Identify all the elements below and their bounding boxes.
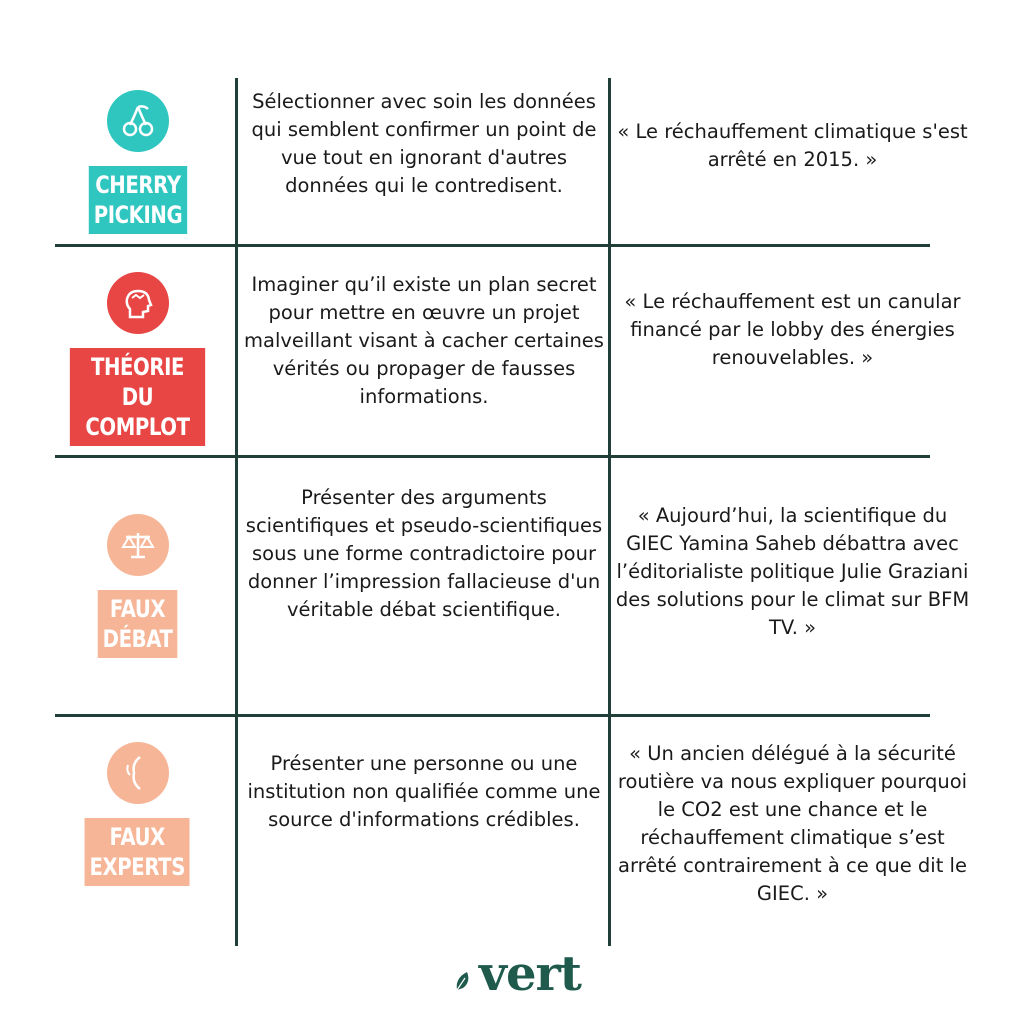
label-line: CHERRY [94, 171, 181, 199]
leaf-icon [453, 968, 475, 994]
example-cell [615, 288, 970, 372]
label-line: FAUX [109, 823, 166, 851]
definition-text: Présenter des arguments scientifiques et pseudo-scientifiques sous une forme contradictoire pour donner l’impression fallacieuse d'un véritable débat scientifique. [245, 486, 603, 621]
example-cell [615, 740, 970, 908]
definition-text: Imaginer qu’il existe un plan secret pour mettre en œuvre un projet malveillant visant à cacher certaines vérités ou propager de fausses informations. [244, 273, 604, 408]
example-cell [615, 502, 970, 642]
example-cell [615, 118, 970, 174]
definition-cell [240, 271, 608, 411]
head-icon [107, 272, 169, 334]
example-text: « Le réchauffement climatique s'est arrêté en 2015. » [617, 120, 968, 171]
badge-faux-debat [55, 514, 220, 658]
example-text: « Le réchauffement est un canular financé par le lobby des énergies renouvelables. » [624, 290, 961, 369]
row-divider [55, 455, 930, 458]
example-text: « Un ancien délégué à la sécurité routière va nous expliquer pourquoi le CO2 est une chance et le réchauffement climatique s’est arrêté contrairement à ce que dit le GIEC. » [617, 742, 968, 905]
badge-faux-experts [55, 742, 220, 886]
definition-text: Présenter une personne ou une institution non qualifiée comme une source d'informations crédibles. [247, 752, 601, 831]
cherries-icon [107, 90, 169, 152]
label-line: DÉBAT [102, 625, 173, 653]
label-theorie-du-complot [70, 348, 205, 446]
definition-text: Sélectionner avec soin les données qui semblent confirmer un point de vue tout en ignorant d'autres données qui le contredisent. [251, 90, 597, 197]
scales-icon [107, 514, 169, 576]
row-divider [55, 714, 930, 717]
label-line: COMPLOT [85, 413, 190, 441]
badge-theorie-du-complot [55, 272, 220, 446]
vert-logo [432, 944, 602, 1004]
definition-cell [240, 750, 608, 834]
mask-icon [107, 742, 169, 804]
label-faux-debat [98, 590, 178, 658]
label-line: EXPERTS [89, 853, 186, 881]
definition-cell [240, 88, 608, 200]
column-divider [235, 78, 238, 946]
label-cherry-picking [88, 166, 186, 234]
column-divider [608, 78, 611, 946]
definition-cell [240, 484, 608, 624]
logo-text: vert [479, 946, 581, 1002]
label-faux-experts [85, 818, 190, 886]
example-text: « Aujourd’hui, la scientifique du GIEC Yamina Saheb débattra avec l’éditorialiste politique Julie Graziani des solutions pour le climat sur BFM TV. » [615, 504, 970, 639]
label-line: PICKING [93, 201, 182, 229]
badge-cherry-picking [55, 90, 220, 234]
label-line: FAUX [109, 595, 166, 623]
label-line: THÉORIE DU [90, 353, 185, 411]
row-divider [55, 244, 930, 247]
